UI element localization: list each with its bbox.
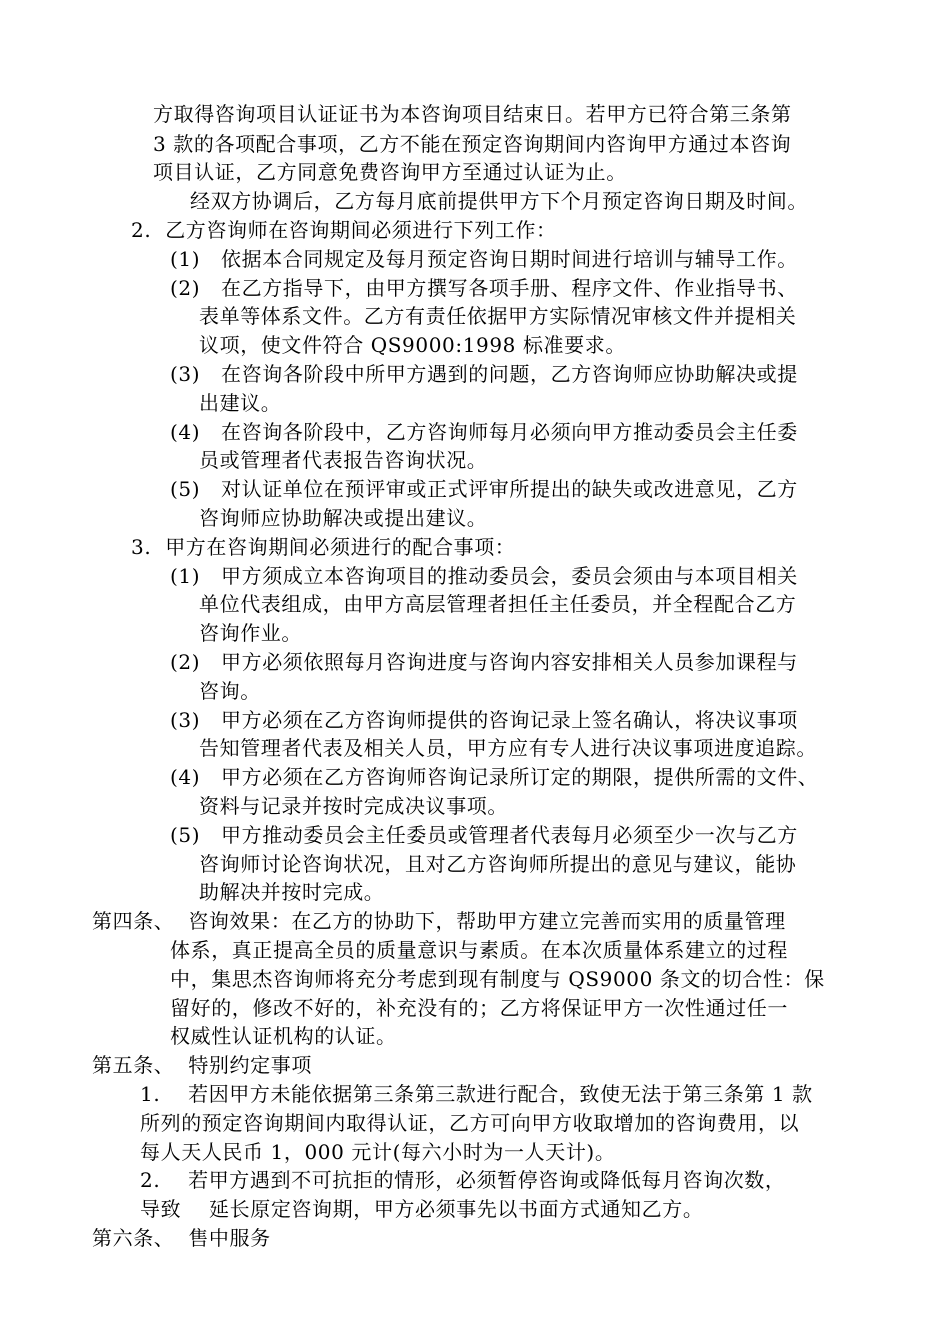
text-line: 告知管理者代表及相关人员，甲方应有专人进行决议事项进度追踪。 (199, 736, 817, 760)
text-line: 表单等体系文件。乙方有责任依据甲方实际情况审核文件并提相关 (199, 304, 797, 328)
text-line: 咨询。 (199, 679, 261, 703)
text-line: 出建议。 (199, 391, 282, 415)
list-item: 1. 若因甲方未能依据第三条第三款进行配合，致使无法于第三条第 1 款 (140, 1082, 813, 1106)
text-line: 方取得咨询项目认证证书为本咨询项目结束日。若甲方已符合第三条第 (153, 102, 792, 126)
text-line: 员或管理者代表报告咨询状况。 (199, 448, 488, 472)
list-item: (2) 在乙方指导下，由甲方撰写各项手册、程序文件、作业指导书、 (170, 276, 798, 300)
text-line: 留好的，修改不好的，补充没有的；乙方将保证甲方一次性通过任一 (170, 996, 788, 1020)
text-line: 咨询作业。 (199, 621, 302, 645)
list-item: (3) 甲方必须在乙方咨询师提供的咨询记录上签名确认，将决议事项 (170, 708, 798, 732)
list-item: 2. 若甲方遇到不可抗拒的情形，必须暂停咨询或降低每月咨询次数， (140, 1168, 786, 1192)
article-heading: 第六条、 售中服务 (92, 1226, 271, 1250)
list-item: (1) 甲方须成立本咨询项目的推动委员会，委员会须由与本项目相关 (170, 564, 798, 588)
text-line: 资料与记录并按时完成决议事项。 (199, 794, 508, 818)
list-item: (4) 在咨询各阶段中，乙方咨询师每月必须向甲方推动委员会主任委 (170, 420, 798, 444)
text-line: 中，集思杰咨询师将充分考虑到现有制度与 QS9000 条文的切合性：保 (170, 967, 825, 991)
text-line: 咨询师应协助解决或提出建议。 (199, 506, 488, 530)
list-heading: 2. 乙方咨询师在咨询期间必须进行下列工作： (131, 218, 557, 242)
text-line: 导致 延长原定咨询期，甲方必须事先以书面方式通知乙方。 (140, 1197, 704, 1221)
text-line: 助解决并按时完成。 (199, 880, 385, 904)
text-line: 体系，真正提高全员的质量意识与素质。在本次质量体系建立的过程 (170, 938, 788, 962)
list-item: (4) 甲方必须在乙方咨询师咨询记录所订定的期限，提供所需的文件、 (170, 765, 819, 789)
text-line: 经双方协调后，乙方每月底前提供甲方下个月预定咨询日期及时间。 (190, 189, 808, 213)
list-item: (2) 甲方必须依照每月咨询进度与咨询内容安排相关人员参加课程与 (170, 650, 798, 674)
text-line: 所列的预定咨询期间内取得认证，乙方可向甲方收取增加的咨询费用，以 (140, 1111, 800, 1135)
list-item: (5) 对认证单位在预评审或正式评审所提出的缺失或改进意见，乙方 (170, 477, 798, 501)
list-item: (1) 依据本合同规定及每月预定咨询日期时间进行培训与辅导工作。 (170, 247, 798, 271)
text-line: 3 款的各项配合事项，乙方不能在预定咨询期间内咨询甲方通过本咨询 (153, 132, 792, 156)
text-line: 议项，使文件符合 QS9000:1998 标准要求。 (199, 333, 626, 357)
text-line: 项目认证，乙方同意免费咨询甲方至通过认证为止。 (153, 160, 627, 184)
list-item: (3) 在咨询各阶段中所甲方遇到的问题，乙方咨询师应协助解决或提 (170, 362, 798, 386)
text-line: 单位代表组成，由甲方高层管理者担任主任委员，并全程配合乙方 (199, 592, 797, 616)
list-item: (5) 甲方推动委员会主任委员或管理者代表每月必须至少一次与乙方 (170, 823, 798, 847)
text-line: 咨询师讨论咨询状况，且对乙方咨询师所提出的意见与建议，能协 (199, 852, 797, 876)
article-heading: 第四条、 咨询效果：在乙方的协助下，帮助甲方建立完善而实用的质量管理 (92, 909, 786, 933)
text-line: 每人天人民币 1，000 元计(每六小时为一人天计)。 (140, 1140, 616, 1164)
text-line: 权威性认证机构的认证。 (170, 1024, 397, 1048)
list-heading: 3. 甲方在咨询期间必须进行的配合事项： (131, 535, 516, 559)
article-heading: 第五条、 特别约定事项 (92, 1053, 312, 1077)
